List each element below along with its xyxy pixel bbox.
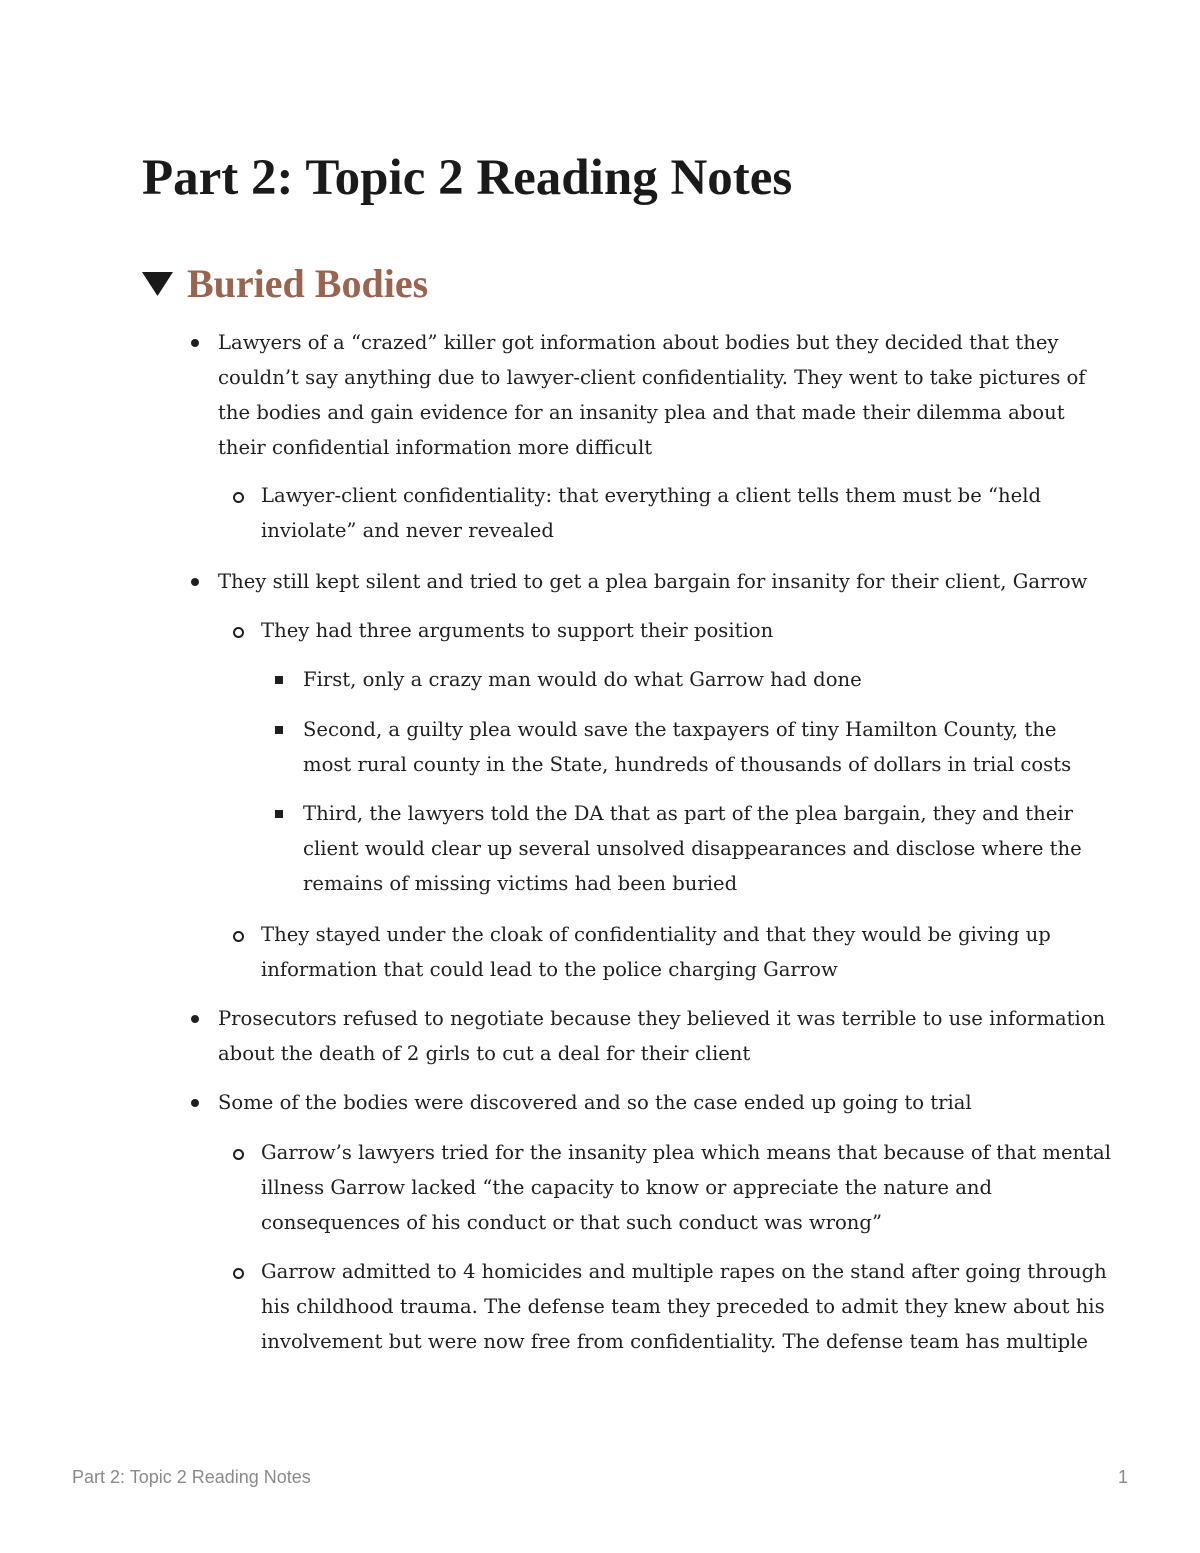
list-item-line: his childhood trauma. The defense team they preceded to admit they knew about his <box>261 1295 1105 1318</box>
list-item-line: First, only a crazy man would do what Garrow had done <box>303 668 862 691</box>
list-item-line: They stayed under the cloak of confidentiality and that they would be giving up <box>261 923 1051 946</box>
list-item-line: their confidential information more difficult <box>218 436 653 459</box>
list-item-line: Lawyers of a “crazed” killer got information about bodies but they decided that they <box>218 331 1059 354</box>
bullet-circle-icon <box>233 492 244 503</box>
list-item-line: Second, a guilty plea would save the taxpayers of tiny Hamilton County, the <box>303 718 1057 741</box>
page-number: 1 <box>1117 1467 1128 1487</box>
list-item-line: Garrow admitted to 4 homicides and multiple rapes on the stand after going through <box>261 1260 1107 1283</box>
list-item-line: They had three arguments to support their position <box>261 619 774 642</box>
list-item-line: inviolate” and never revealed <box>261 519 554 542</box>
list-item-line: They still kept silent and tried to get a plea bargain for insanity for their client, Garrow <box>218 570 1088 593</box>
list-item-line: information that could lead to the police charging Garrow <box>261 958 838 981</box>
list-item-line: most rural county in the State, hundreds of thousands of dollars in trial costs <box>303 753 1072 776</box>
section-heading-text: Buried Bodies <box>187 261 429 306</box>
list-item-line: Some of the bodies were discovered and so the case ended up going to trial <box>218 1091 972 1114</box>
list-item-line: Lawyer-client confidentiality: that everything a client tells them must be “held <box>261 484 1042 507</box>
bullet-disc-icon <box>191 1015 199 1023</box>
list-item-line: consequences of his conduct or that such conduct was wrong” <box>261 1211 882 1234</box>
section-heading-buried-bodies[interactable] <box>142 255 428 313</box>
list-item-line: Third, the lawyers told the DA that as part of the plea bargain, they and their <box>303 802 1073 825</box>
list-item-line: remains of missing victims had been buried <box>303 872 738 895</box>
list-item-line: Prosecutors refused to negotiate because they believed it was terrible to use information <box>218 1007 1106 1030</box>
bullet-circle-icon <box>233 627 244 638</box>
bullet-square-icon <box>275 676 283 684</box>
footer-title: Part 2: Topic 2 Reading Notes <box>72 1467 311 1487</box>
bullet-disc-icon <box>191 1099 199 1107</box>
bullet-square-icon <box>275 810 283 818</box>
caret-down-icon[interactable] <box>142 272 173 296</box>
list-item-line: couldn’t say anything due to lawyer-client confidentiality. They went to take pictures of <box>218 366 1086 389</box>
list-item-line: Garrow’s lawyers tried for the insanity plea which means that because of that mental <box>261 1141 1111 1164</box>
bullet-circle-icon <box>233 931 244 942</box>
list-item-line: involvement but were now free from confidentiality. The defense team has multiple <box>261 1330 1088 1353</box>
bullet-disc-icon <box>191 339 199 347</box>
bullet-disc-icon <box>191 578 199 586</box>
bullet-circle-icon <box>233 1268 244 1279</box>
bullet-circle-icon <box>233 1149 244 1160</box>
bullet-square-icon <box>275 726 283 734</box>
page-title: Part 2: Topic 2 Reading Notes <box>142 150 793 206</box>
list-item-line: about the death of 2 girls to cut a deal for their client <box>218 1042 751 1065</box>
list-item-line: the bodies and gain evidence for an insanity plea and that made their dilemma about <box>218 401 1065 424</box>
list-item-line: illness Garrow lacked “the capacity to know or appreciate the nature and <box>261 1176 993 1199</box>
list-item-line: client would clear up several unsolved disappearances and disclose where the <box>303 837 1082 860</box>
